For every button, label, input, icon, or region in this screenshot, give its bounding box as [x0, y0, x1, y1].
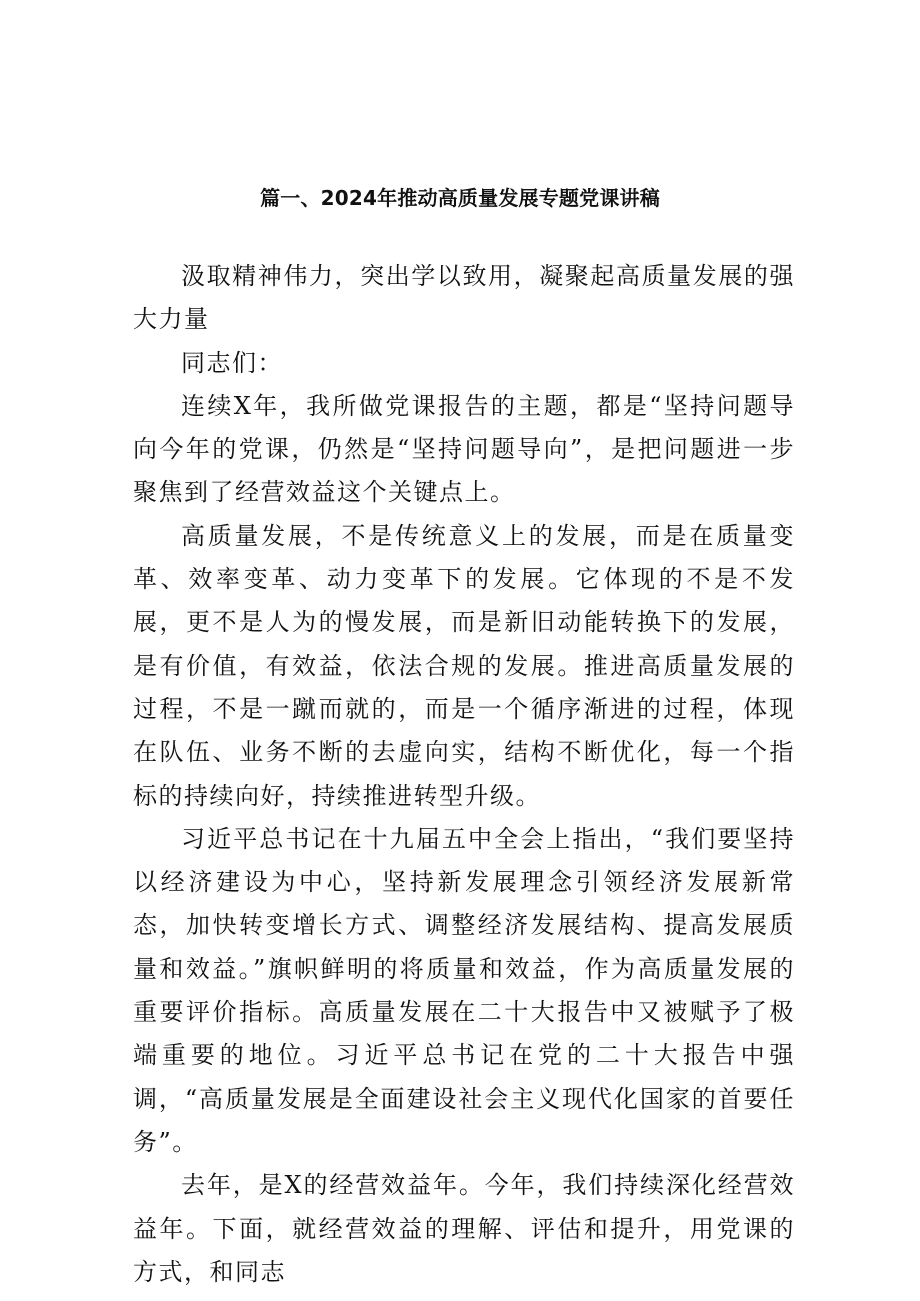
- paragraph-salutation: 同志们：: [181, 348, 283, 377]
- document-title: 篇一、2024年推动高质量发展专题党课讲稿: [260, 186, 660, 210]
- document-body: [133, 255, 795, 1294]
- paragraph-subtitle: 汲取精神伟力，突出学以致用，凝聚起高质量发展的强大力量: [133, 262, 795, 334]
- paragraph-theme: 连续X年，我所做党课报告的主题，都是“坚持问题导向今年的党课，仍然是“坚持问题导向”，是把问题进一步聚焦到了经营效益这个关键点上。: [133, 391, 795, 507]
- paragraph-quote: 习近平总书记在十九届五中全会上指出，“我们要坚持以经济建设为中心，坚持新发展理念引领经济发展新常态，加快转变增长方式、调整经济发展结构、提高发展质量和效益。”旗帜鲜明的将质量和效益，作为高质量发展的重要评价指标。高质量发展在二十大报告中又被赋予了极端重要的地位。习近平总书记在党的二十大报告中强调，“高质量发展是全面建设社会主义现代化国家的首要任务”。: [133, 824, 795, 1156]
- paragraph-last-year: 去年，是X的经营效益年。今年，我们持续深化经营效益年。下面，就经营效益的理解、评估和提升，用党课的方式，和同志: [133, 1171, 795, 1286]
- paragraph-high-quality-development: 高质量发展，不是传统意义上的发展，而是在质量变革、效率变革、动力变革下的发展。它体现的不是不发展，更不是人为的慢发展，而是新旧动能转换下的发展，是有价值，有效益，依法合规的发展。推进高质量发展的过程，不是一蹴而就的，而是一个循序渐进的过程，体现在队伍、业务不断的去虚向实，结构不断优化，每一个指标的持续向好，持续推进转型升级。: [133, 521, 795, 810]
